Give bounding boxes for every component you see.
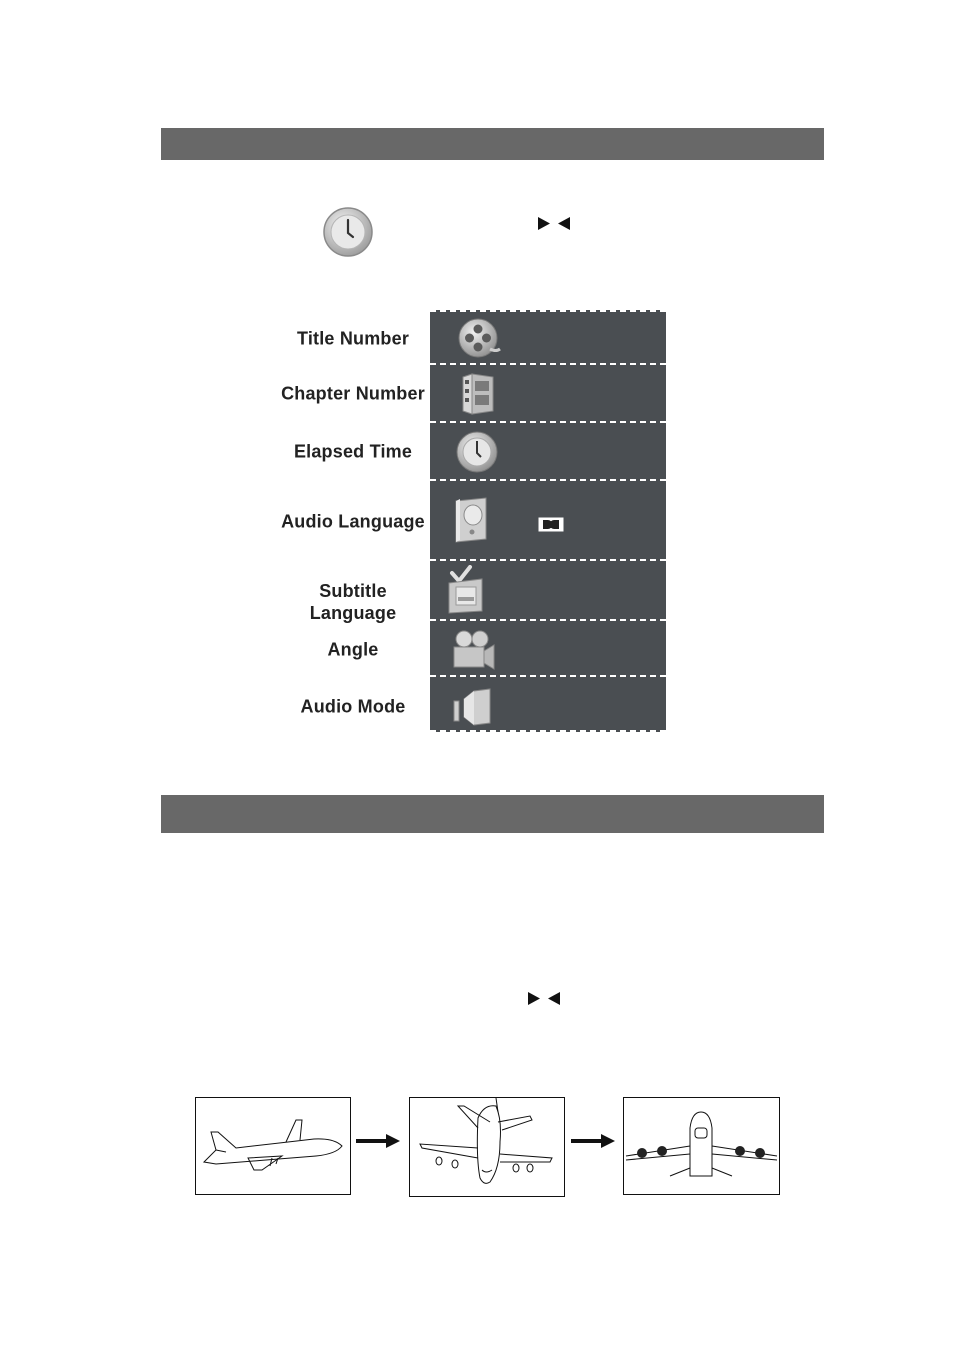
play-reverse-arrows-icon	[538, 217, 570, 230]
play-reverse-arrows-icon	[528, 992, 560, 1005]
section-header-bar	[161, 795, 824, 833]
osd-label-subtitle-language: Subtitle Language	[309, 579, 397, 623]
angle-frame-side-view	[195, 1097, 351, 1195]
osd-label-chapter-number: Chapter Number	[281, 382, 425, 404]
disc-reel-icon	[456, 316, 502, 365]
osd-row-audio-mode	[430, 677, 666, 732]
right-arrow-icon	[354, 1132, 402, 1155]
airplane-side-view	[196, 1098, 350, 1194]
airplane-front-angled-view	[410, 1098, 564, 1196]
airplane-front-view	[624, 1098, 779, 1194]
osd-label-title-number: Title Number	[296, 327, 410, 349]
film-strip-icon	[460, 371, 500, 422]
speaker-mode-icon	[452, 685, 492, 732]
osd-row-chapter-number	[430, 365, 666, 423]
dolby-digital-icon	[538, 517, 564, 537]
osd-panel	[430, 310, 666, 732]
osd-row-title-number	[430, 310, 666, 365]
speaker-icon	[452, 495, 492, 550]
osd-row-audio-language	[430, 481, 666, 561]
angle-frame-front-view	[623, 1097, 780, 1195]
osd-label-angle: Angle	[327, 638, 379, 660]
section-header-bar	[161, 128, 824, 160]
tv-check-icon	[446, 565, 488, 622]
osd-row-subtitle-language	[430, 561, 666, 621]
angle-frame-angled-view	[409, 1097, 565, 1197]
osd-label-audio-mode: Audio Mode	[300, 695, 406, 717]
clock-icon	[455, 430, 499, 479]
osd-row-angle	[430, 621, 666, 677]
video-camera-icon	[450, 629, 498, 676]
clock-icon	[322, 206, 374, 258]
osd-row-elapsed-time	[430, 423, 666, 481]
osd-label-audio-language: Audio Language	[281, 510, 425, 532]
osd-label-elapsed-time: Elapsed Time	[293, 440, 413, 462]
right-arrow-icon	[569, 1132, 617, 1155]
